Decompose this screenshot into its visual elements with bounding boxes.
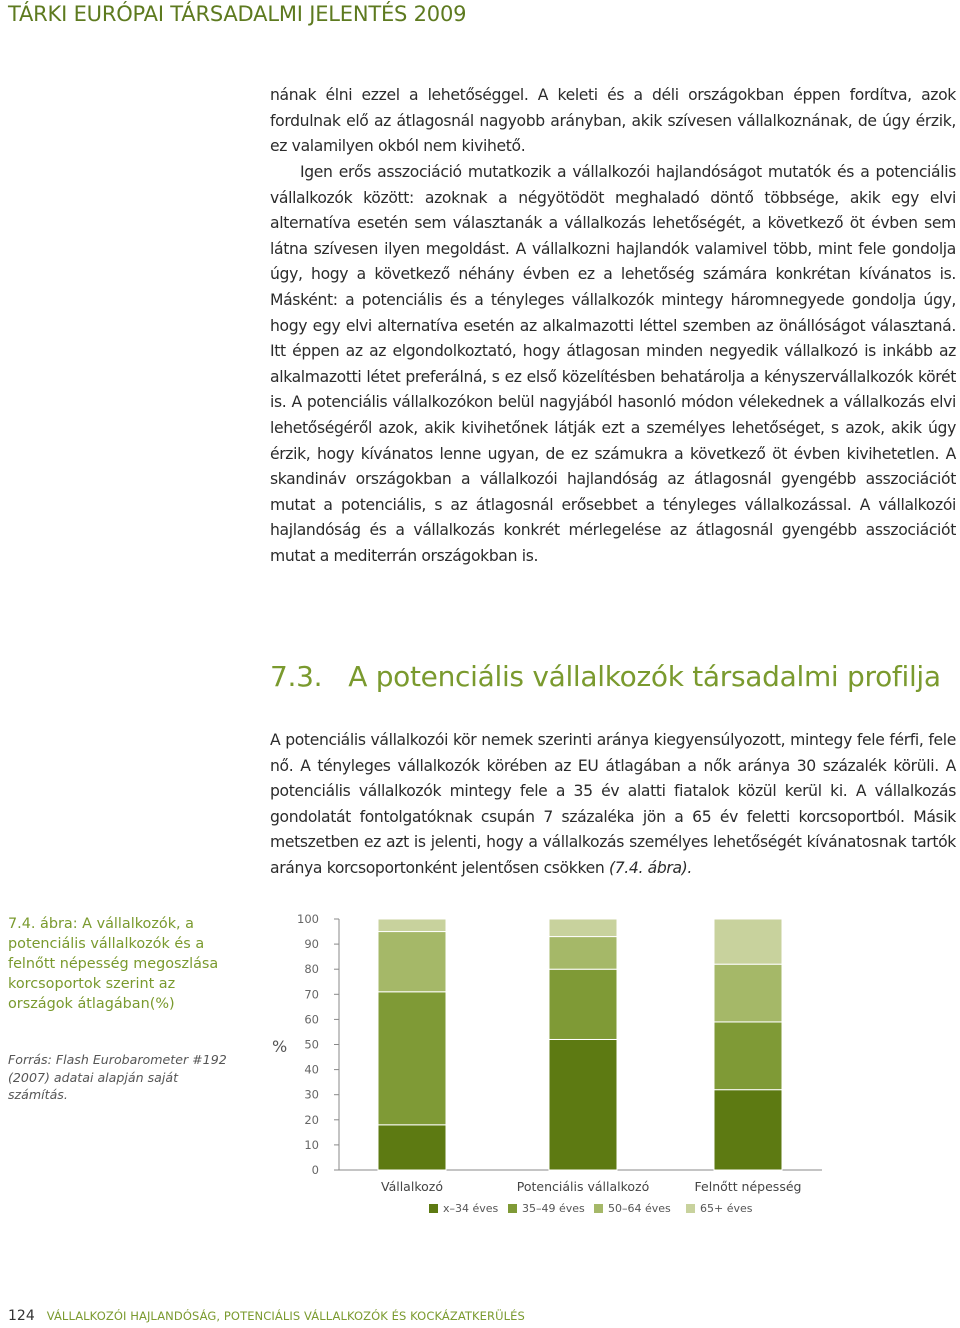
section-title: A potenciális vállalkozók társadalmi profilja bbox=[348, 660, 941, 693]
x-category-label: Felnőtt népesség bbox=[694, 1179, 802, 1194]
y-tick-label: 50 bbox=[304, 1037, 319, 1052]
paragraph-association bbox=[270, 160, 956, 570]
paragraph-profile-text: A potenciális vállalkozói kör nemek szerinti aránya kiegyensúlyozott, mintegy fele férfi, fele nő. A tényleges vállalkozók körében az EU átlagában a nők aránya 30 százalék körüli. A potenciális vállalkozók mintegy fele a 35 év alatti fiatalok közül kerül ki. A vállalkozás gondolatát fontolgatóknak csupán 7 százaléka jön a 65 év feletti korcsoportból. Másik metszetben ez azt is jelenti, hogy a vállalkozás személyes lehetőségét kívánatosnak tartók aránya korcsoportonként jelentősen csökken bbox=[270, 731, 956, 877]
legend-label: x–34 éves bbox=[443, 1202, 499, 1215]
section-heading bbox=[270, 660, 941, 693]
y-tick-label: 40 bbox=[304, 1062, 319, 1077]
y-tick-label: 0 bbox=[311, 1163, 319, 1177]
stacked-bar-chart bbox=[262, 905, 842, 1235]
legend-swatch bbox=[686, 1204, 695, 1213]
page-footer bbox=[8, 1308, 525, 1324]
paragraph-association-text: Igen erős asszociáció mutatkozik a vállalkozói hajlandóságot mutatók és a potenciális vállalkozók között: azoknak a négyötödöt meghaladó döntő többsége, akik egy elvi alternatíva esetén sem választanák a vállalkozás lehetőségét, a következő öt évben sem látna szívesen ilyen megoldást. A vállalkozni hajlandók valamivel több, mint fele gondolja úgy, hogy a következő néhány évben ez a lehetőség számára konkrétan kívánatos is. Másként: a potenciális és a tényleges vállalkozók mintegy háromnegyede gondolja úgy, hogy egy elvi alternatíva esetén az alkalmazotti léttel szemben az önállóságot választaná. Itt éppen az az elgondolkoztató, hogy átlagosan minden negyedik vállalkozó is inkább az alkalmazotti létet preferálná, s ez első közelítésben behatárolja a kényszervállalkozók körét is. A potenciális vállalkozókon belül nagyjából hasonló módon vélekednek a vállalkozás elvi lehetőségéről azok, akik kivihetőnek látják ezt a személyes lehetőséget, s azok, akik úgy érzik, hogy kívánatos lenne ugyan, de ez számukra a következő öt évben kivihetetlen. A skandináv országokban a vállalkozói hajlandóság az átlagosnál gyengébb asszociációt mutat a potenciális, s az átlagosnál erősebbet a tényleges vállalkozással. A vállalkozói hajlandóság és a vállalkozás konkrét mérlegelése az átlagosnál gyengébb asszociációt mutat a mediterrán országokban is. bbox=[270, 163, 956, 565]
y-tick-label: 20 bbox=[304, 1112, 319, 1127]
figure-source: Forrás: Flash Eurobarometer #192 (2007) adatai alapján saját számítás. bbox=[8, 1052, 227, 1102]
footer-running-title: VÁLLALKOZÓI HAJLANDÓSÁG, POTENCIÁLIS VÁLLALKOZÓK ÉS KOCKÁZATKERÜLÉS bbox=[46, 1309, 525, 1323]
legend-label: 65+ éves bbox=[700, 1202, 753, 1215]
y-axis-label: % bbox=[272, 1037, 288, 1056]
bar-segment bbox=[378, 919, 446, 932]
bar-segment bbox=[714, 1090, 782, 1170]
legend-label: 50–64 éves bbox=[608, 1202, 671, 1215]
figure-reference: (7.4. ábra). bbox=[608, 858, 693, 877]
bar-segment bbox=[549, 969, 617, 1039]
page-number: 124 bbox=[8, 1308, 35, 1324]
x-category-label: Vállalkozó bbox=[381, 1179, 443, 1194]
figure-caption: 7.4. ábra: A vállalkozók, a potenciális vállalkozók és a felnőtt népesség megoszlása korcsoportok szerint az országok átlagában(%) bbox=[8, 916, 219, 1012]
legend-swatch bbox=[508, 1204, 517, 1213]
bar-segment bbox=[549, 919, 617, 937]
x-category-label: Potenciális vállalkozó bbox=[516, 1179, 650, 1194]
y-tick-label: 90 bbox=[304, 937, 319, 952]
legend-label: 35–49 éves bbox=[522, 1202, 585, 1215]
y-tick-label: 60 bbox=[304, 1012, 319, 1027]
paragraph-profile bbox=[270, 728, 956, 882]
legend-swatch bbox=[429, 1204, 438, 1213]
bar-segment bbox=[378, 992, 446, 1125]
bar-segment bbox=[549, 937, 617, 970]
bar-segment bbox=[378, 1125, 446, 1170]
running-header: TÁRKI EURÓPAI TÁRSADALMI JELENTÉS 2009 bbox=[8, 2, 467, 26]
y-tick-label: 30 bbox=[304, 1087, 319, 1102]
bar-segment bbox=[714, 919, 782, 964]
y-tick-label: 80 bbox=[304, 962, 319, 977]
legend-swatch bbox=[594, 1204, 603, 1213]
paragraph-continuation: nának élni ezzel a lehetőséggel. A keleti és a déli országokban éppen fordítva, azok fordulnak elő az átlagosnál nagyobb arányban, akik szívesen vállalkoznának, de úgy érzik, ez valamilyen okból nem kivihető. bbox=[270, 86, 956, 156]
bar-segment bbox=[549, 1039, 617, 1170]
section-number: 7.3. bbox=[270, 660, 323, 693]
y-tick-label: 100 bbox=[297, 912, 319, 926]
bar-segment bbox=[378, 932, 446, 992]
y-tick-label: 70 bbox=[304, 987, 319, 1002]
bar-segment bbox=[714, 964, 782, 1022]
chart-svg bbox=[262, 905, 842, 1235]
bar-segment bbox=[714, 1022, 782, 1090]
y-tick-label: 10 bbox=[304, 1137, 319, 1152]
